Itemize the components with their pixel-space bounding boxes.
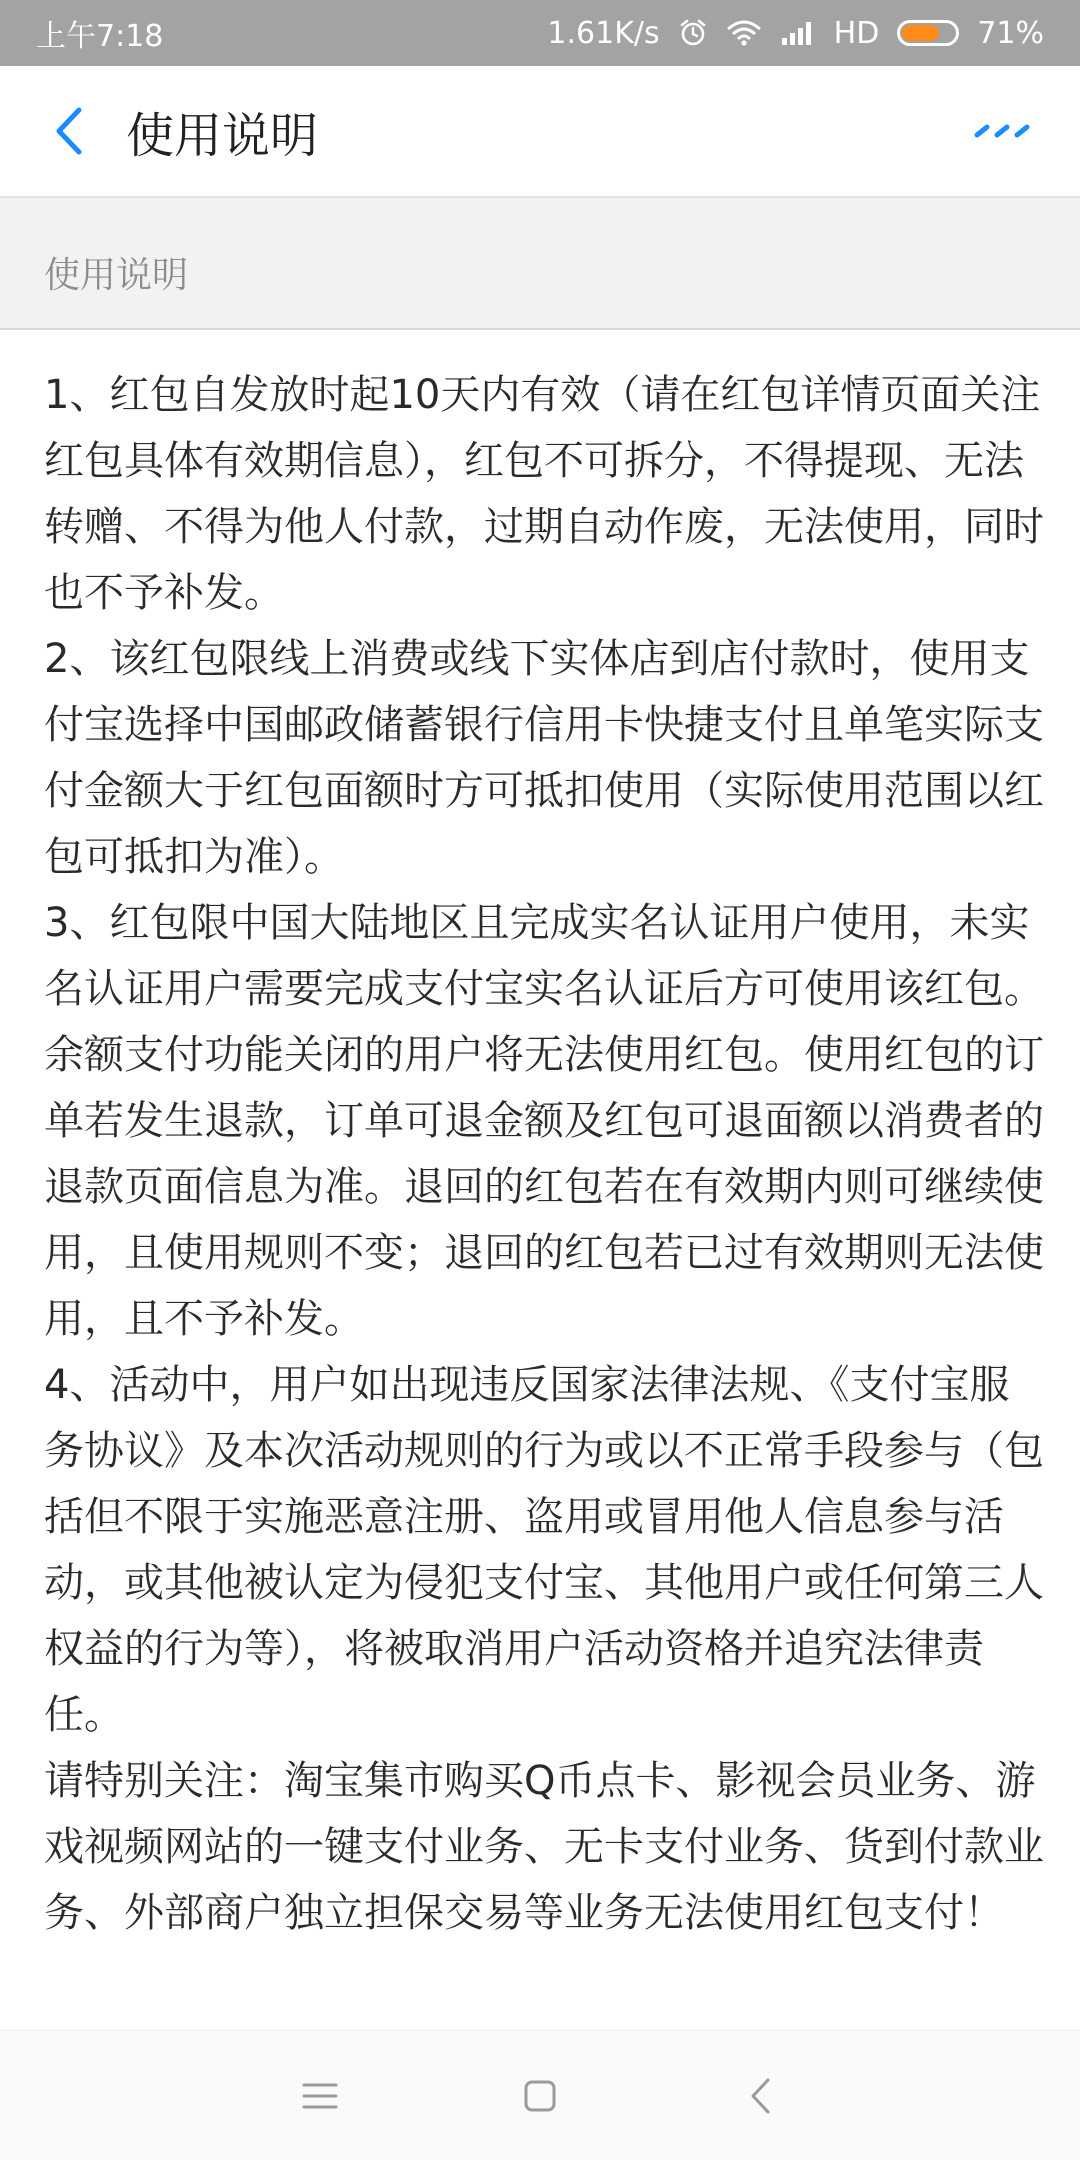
instruction-paragraph-1: 1、红包自发放时起10天内有效（请在红包详情页面关注红包具体有效期信息），红包不可拆分，不得提现、无法转赠、不得为他人付款，过期自动作废，无法使用，同时也不予补发。 (44, 372, 1044, 616)
system-nav-bar (0, 2030, 1080, 2160)
battery-percent: 71% (977, 15, 1044, 51)
back-icon (748, 2077, 772, 2115)
menu-button[interactable] (260, 2046, 380, 2146)
network-type: HD (833, 15, 880, 51)
status-time: 上午7:18 (36, 19, 164, 54)
instruction-paragraph-4: 4、活动中，用户如出现违反国家法律法规、《支付宝服务协议》及本次活动规则的行为或以不正常手段参与（包括但不限于实施恶意注册、盗用或冒用他人信息参与活动，或其他被认定为侵犯支付宝、其他用户或任何第三人权益的行为等），将被取消用户活动资格并追究法律责任。 (44, 1362, 1044, 1738)
more-dots-icon (973, 121, 1035, 141)
network-speed: 1.61K/s (547, 15, 660, 51)
status-bar (0, 0, 1080, 66)
instruction-paragraph-2: 2、该红包限线上消费或线下实体店到店付款时，使用支付宝选择中国邮政储蓄银行信用卡快捷支付且单笔实际支付金额大于红包面额时方可抵扣使用（实际使用范围以红包可抵扣为准）。 (44, 636, 1044, 880)
wifi-icon (726, 19, 762, 47)
status-indicators (547, 16, 1044, 51)
battery-icon (897, 20, 959, 46)
battery-level-fill (902, 25, 939, 41)
nav-bar (0, 66, 1080, 198)
menu-icon (302, 2081, 338, 2111)
instructions-content (44, 362, 1044, 1946)
alarm-icon (678, 18, 708, 48)
signal-icon (780, 20, 816, 46)
instruction-paragraph-3: 3、红包限中国大陆地区且完成实名认证用户使用，未实名认证用户需要完成支付宝实名认证后方可使用该红包。余额支付功能关闭的用户将无法使用红包。使用红包的订单若发生退款，订单可退金额及红包可退面额以消费者的退款页面信息为准。退回的红包若在有效期内则可继续使用，且使用规则不变；退回的红包若已过有效期则无法使用，且不予补发。 (44, 900, 1044, 1342)
special-notice-paragraph: 请特别关注：淘宝集市购买Q币点卡、影视会员业务、游戏视频网站的一键支付业务、无卡支付业务、货到付款业务、外部商户独立担保交易等业务无法使用红包支付！ (44, 1758, 1044, 1936)
section-title: 使用说明 (44, 255, 189, 296)
chevron-left-icon (51, 106, 85, 156)
back-button[interactable] (36, 99, 100, 163)
home-button[interactable] (480, 2046, 600, 2146)
home-icon (523, 2079, 557, 2113)
more-button[interactable] (964, 99, 1044, 163)
section-header (0, 198, 1080, 330)
system-back-button[interactable] (700, 2046, 820, 2146)
page-title: 使用说明 (126, 107, 319, 164)
